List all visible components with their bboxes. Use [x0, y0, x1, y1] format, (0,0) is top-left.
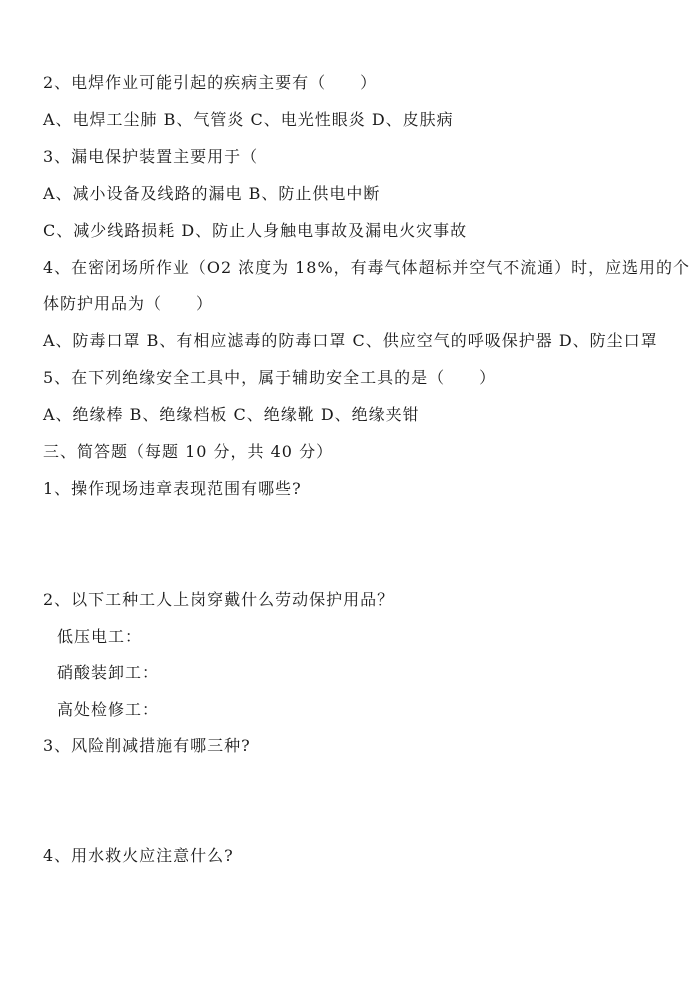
- question-3-options-line2: C、减少线路损耗 D、防止人身触电事故及漏电火灾事故: [43, 221, 468, 240]
- short-answer-3: 3、风险削减措施有哪三种?: [43, 736, 251, 755]
- question-2-options: A、电焊工尘肺 B、气管炎 C、电光性眼炎 D、皮肤病: [43, 110, 454, 129]
- question-4-options: A、防毒口罩 B、有相应滤毒的防毒口罩 C、供应空气的呼吸保护器 D、防尘口罩: [43, 331, 658, 350]
- short-answer-4: 4、用水救火应注意什么?: [43, 846, 234, 865]
- short-answer-2: 2、以下工种工人上岗穿戴什么劳动保护用品？: [43, 590, 395, 609]
- section-3-heading: 三、简答题（每题 10 分，共 40 分）: [43, 442, 334, 461]
- question-3-stem: 3、漏电保护装置主要用于（: [43, 147, 259, 166]
- short-answer-2-sub-nitric-acid: 硝酸装卸工：: [57, 663, 160, 682]
- short-answer-2-sub-height-repair: 高处检修工：: [57, 700, 160, 719]
- question-5-stem: 5、在下列绝缘安全工具中，属于辅助安全工具的是（ ）: [43, 368, 497, 387]
- question-4-stem-line2: 体防护用品为（ ）: [43, 294, 214, 313]
- question-5-options: A、绝缘棒 B、绝缘档板 C、绝缘靴 D、绝缘夹钳: [43, 405, 420, 424]
- short-answer-2-sub-low-voltage: 低压电工：: [57, 627, 143, 646]
- short-answer-1: 1、操作现场违章表现范围有哪些?: [43, 479, 302, 498]
- question-4-stem-line1: 4、在密闭场所作业（O2 浓度为 18%，有毒气体超标并空气不流通）时，应选用的个: [43, 258, 690, 277]
- question-2-stem: 2、电焊作业可能引起的疾病主要有（ ）: [43, 73, 378, 92]
- question-3-options-line1: A、减小设备及线路的漏电 B、防止供电中断: [43, 184, 381, 203]
